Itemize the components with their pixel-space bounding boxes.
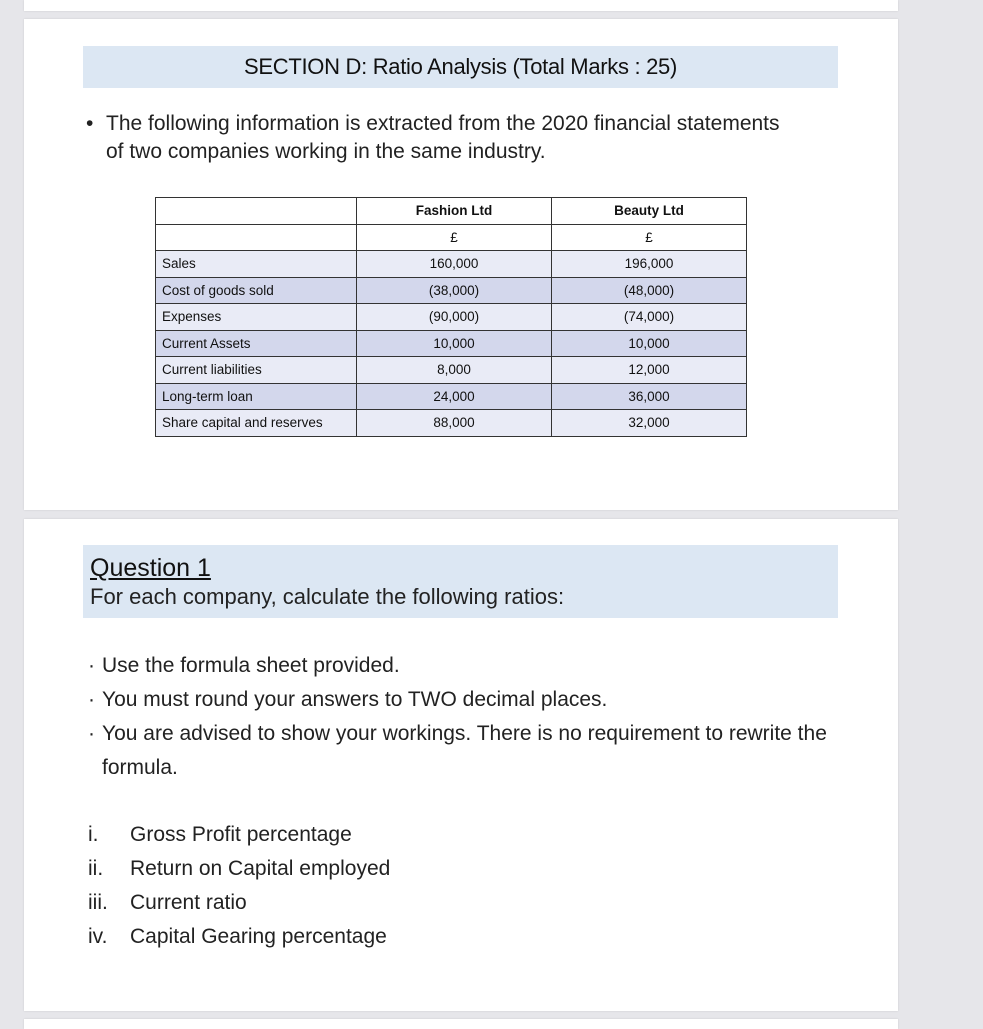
bullet-icon: · [88, 654, 95, 677]
question-banner [83, 545, 838, 618]
beauty-value: 36,000 [552, 383, 747, 410]
table-row [156, 357, 747, 384]
ratio-number: i. [88, 823, 99, 846]
header-cell-blank [156, 198, 357, 225]
instruction-text: Use the formula sheet provided. [102, 654, 400, 677]
list-item [88, 717, 828, 785]
section-title-banner [83, 46, 838, 88]
intro-text: The following information is extracted from the 2020 financial statements of two companies working in the same industry. [106, 112, 780, 163]
ratio-number: iii. [88, 891, 108, 914]
row-label: Share capital and reserves [156, 410, 357, 437]
table-header-row [156, 198, 747, 225]
header-cell-fashion: Fashion Ltd [357, 198, 552, 225]
beauty-value: 32,000 [552, 410, 747, 437]
row-label: Current Assets [156, 330, 357, 357]
table-row [156, 277, 747, 304]
table-row [156, 251, 747, 278]
fashion-value: 160,000 [357, 251, 552, 278]
list-item [88, 649, 828, 683]
fashion-value: 24,000 [357, 383, 552, 410]
bullet-icon: · [88, 722, 95, 745]
table-row [156, 304, 747, 331]
fashion-value: (38,000) [357, 277, 552, 304]
previous-slide-edge [24, 0, 898, 11]
question-title: Question 1 [90, 554, 211, 582]
row-label: Cost of goods sold [156, 277, 357, 304]
section-title: SECTION D: Ratio Analysis (Total Marks : 25) [243, 54, 678, 79]
currency-cell-blank [156, 224, 357, 251]
header-cell-beauty: Beauty Ltd [552, 198, 747, 225]
beauty-value: 10,000 [552, 330, 747, 357]
instruction-text: You are advised to show your workings. There is no requirement to rewrite the formula. [102, 722, 827, 779]
fashion-value: 8,000 [357, 357, 552, 384]
beauty-value: 12,000 [552, 357, 747, 384]
ratio-number: iv. [88, 925, 108, 948]
financial-data-table [155, 197, 747, 437]
table-row [156, 330, 747, 357]
fashion-value: (90,000) [357, 304, 552, 331]
next-slide-edge [24, 1019, 898, 1029]
row-label: Current liabilities [156, 357, 357, 384]
table-row [156, 383, 747, 410]
instruction-list [88, 649, 828, 785]
question-subtitle: For each company, calculate the following ratios: [90, 584, 565, 609]
list-item [88, 852, 390, 886]
ratio-label: Gross Profit percentage [130, 823, 352, 846]
table-row [156, 410, 747, 437]
bullet-icon: • [86, 112, 94, 135]
instruction-text: You must round your answers to TWO decimal places. [102, 688, 608, 711]
fashion-value: 88,000 [357, 410, 552, 437]
ratio-list [88, 818, 390, 954]
beauty-value: (74,000) [552, 304, 747, 331]
intro-paragraph [86, 110, 786, 166]
row-label: Long-term loan [156, 383, 357, 410]
fashion-value: 10,000 [357, 330, 552, 357]
bullet-icon: · [88, 688, 95, 711]
ratio-number: ii. [88, 857, 104, 880]
beauty-value: 196,000 [552, 251, 747, 278]
slide-section-d [24, 19, 898, 510]
ratio-label: Current ratio [130, 891, 247, 914]
list-item [88, 920, 390, 954]
list-item [88, 683, 828, 717]
slide-question-1 [24, 519, 898, 1011]
ratio-label: Capital Gearing percentage [130, 925, 387, 948]
beauty-value: (48,000) [552, 277, 747, 304]
list-item [88, 818, 390, 852]
row-label: Sales [156, 251, 357, 278]
currency-cell-beauty: £ [552, 224, 747, 251]
row-label: Expenses [156, 304, 357, 331]
list-item [88, 886, 390, 920]
table-currency-row [156, 224, 747, 251]
ratio-label: Return on Capital employed [130, 857, 391, 880]
currency-cell-fashion: £ [357, 224, 552, 251]
